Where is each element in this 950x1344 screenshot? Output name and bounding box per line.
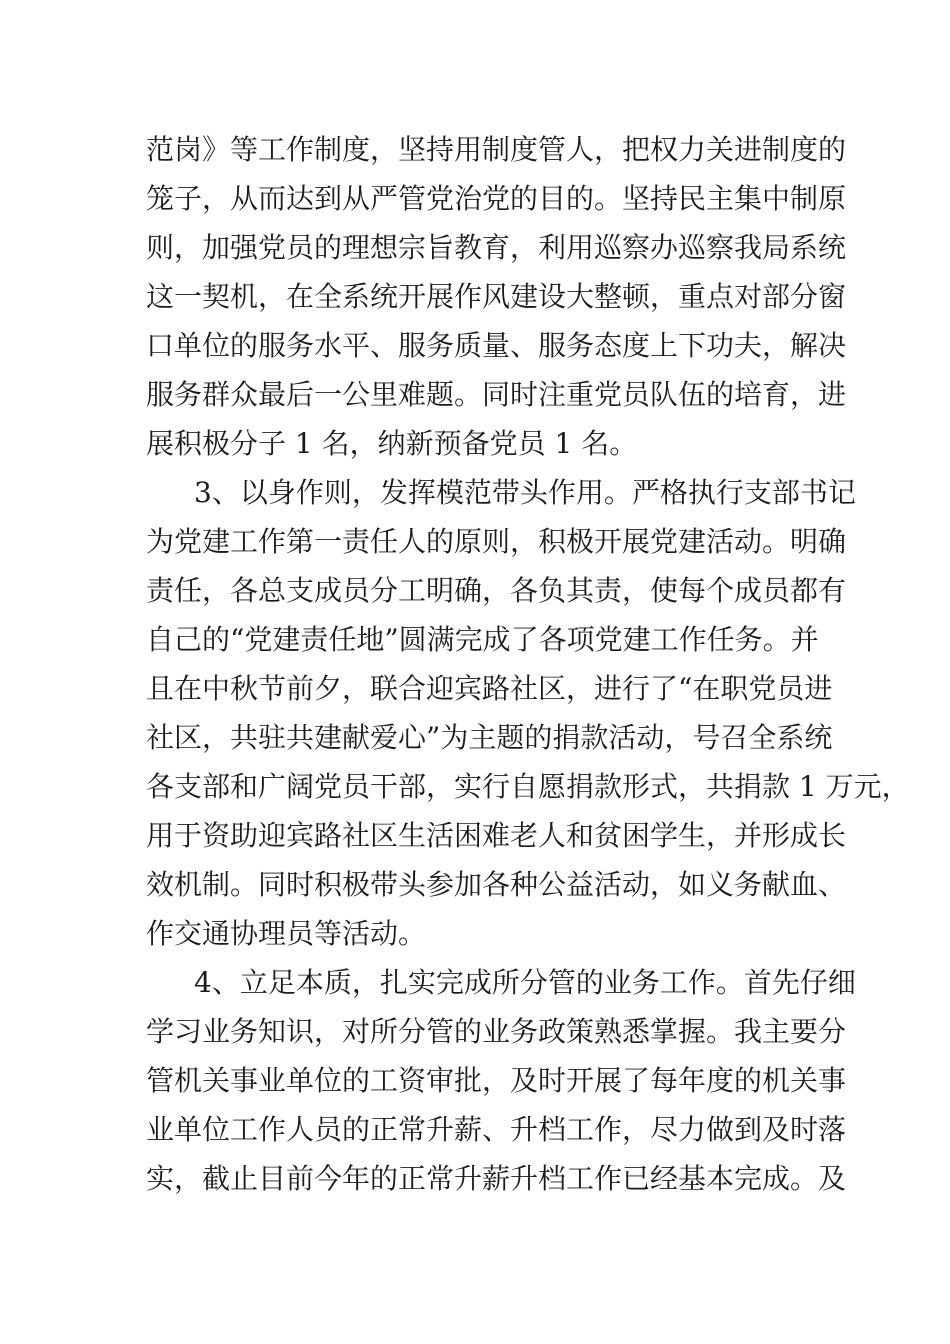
text-line: 展积极分子 1 名，纳新预备党员 1 名。 bbox=[146, 427, 638, 460]
text-line: 范岗》等工作制度，坚持用制度管人，把权力关进制度的 bbox=[146, 133, 847, 166]
text-line: 口单位的服务水平、服务质量、服务态度上下功夫，解决 bbox=[146, 329, 847, 362]
paragraph-first-line: 3、以身作则，发挥模范带头作用。严格执行支部书记 bbox=[194, 476, 856, 509]
text-line: 社区，共驻共建献爱心”为主题的捐款活动，号召全系统 bbox=[146, 721, 833, 754]
text-line: 管机关事业单位的工资审批，及时开展了每年度的机关事 bbox=[146, 1064, 847, 1097]
text-line: 则，加强党员的理想宗旨教育，利用巡察办巡察我局系统 bbox=[146, 231, 847, 264]
text-line: 自己的“党建责任地”圆满完成了各项党建工作任务。并 bbox=[146, 623, 819, 656]
text-line: 用于资助迎宾路社区生活困难老人和贫困学生，并形成长 bbox=[146, 819, 847, 852]
text-line: 业单位工作人员的正常升薪、升档工作，尽力做到及时落 bbox=[146, 1113, 847, 1146]
text-line: 各支部和广阔党员干部，实行自愿捐款形式，共捐款 1 万元， bbox=[146, 770, 910, 803]
text-line: 为党建工作第一责任人的原则，积极开展党建活动。明确 bbox=[146, 525, 847, 558]
text-line: 且在中秋节前夕，联合迎宾路社区，进行了“在职党员进 bbox=[146, 672, 833, 705]
paragraph-first-line: 4、立足本质，扎实完成所分管的业务工作。首先仔细 bbox=[194, 966, 856, 999]
text-line: 学习业务知识，对所分管的业务政策熟悉掌握。我主要分 bbox=[146, 1015, 847, 1048]
text-line: 笼子，从而达到从严管党治党的目的。坚持民主集中制原 bbox=[146, 182, 847, 215]
text-line: 实，截止目前今年的正常升薪升档工作已经基本完成。及 bbox=[146, 1162, 847, 1195]
text-line: 服务群众最后一公里难题。同时注重党员队伍的培育，进 bbox=[146, 378, 847, 411]
text-line: 责任，各总支成员分工明确，各负其责，使每个成员都有 bbox=[146, 574, 847, 607]
text-line: 效机制。同时积极带头参加各种公益活动，如义务献血、 bbox=[146, 868, 847, 901]
text-line: 这一契机，在全系统开展作风建设大整顿，重点对部分窗 bbox=[146, 280, 847, 313]
text-line: 作交通协理员等活动。 bbox=[146, 917, 427, 950]
